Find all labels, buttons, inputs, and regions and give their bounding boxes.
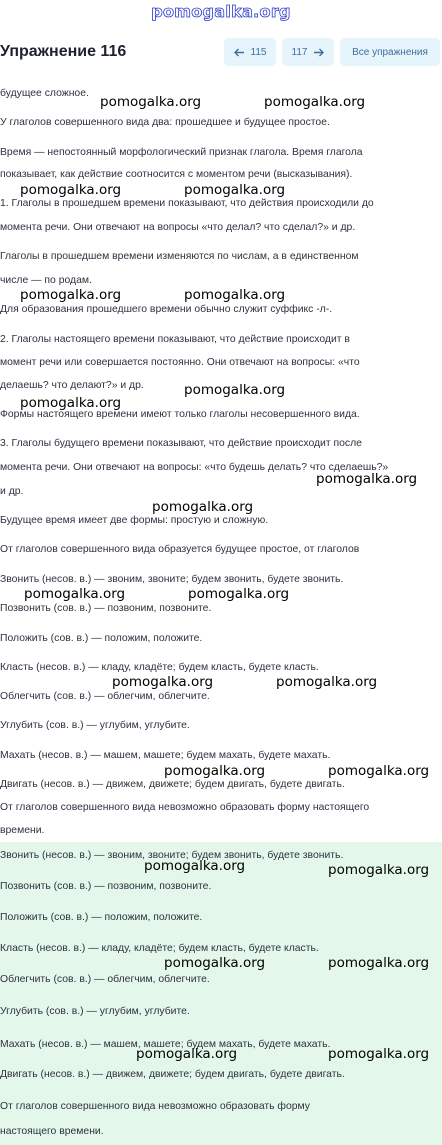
- text-line: Махать (несов. в.) — машем, машете; будем махать, будете махать.: [0, 750, 331, 761]
- next-exercise-label: 117: [291, 46, 308, 58]
- watermark: pomogalka.org: [184, 182, 286, 198]
- text-line: момента речи. Они отвечают на вопросы «что делал? что сделал?» и др.: [0, 222, 356, 233]
- watermark: pomogalka.org: [328, 763, 430, 779]
- watermark: pomogalka.org: [112, 674, 214, 690]
- answer-line: Положить (сов. в.) — положим, положите.: [0, 912, 203, 923]
- text-line: Для образования прошедшего времени обычно служит суффикс -л-.: [0, 304, 333, 315]
- all-exercises-button[interactable]: [340, 38, 440, 66]
- text-line: 2. Глаголы настоящего времени показывают, что действие происходит в: [0, 334, 350, 345]
- watermark: pomogalka.org: [20, 182, 122, 198]
- watermark: pomogalka.org: [20, 395, 122, 411]
- watermark: pomogalka.org: [328, 1046, 430, 1062]
- exercise-header: [0, 38, 442, 68]
- answer-line: Позвонить (сов. в.) — позвоним, позвоните.: [0, 881, 212, 892]
- watermark: pomogalka.org: [152, 499, 254, 515]
- watermark: pomogalka.org: [276, 674, 378, 690]
- watermark: pomogalka.org: [328, 862, 430, 878]
- prev-exercise-button[interactable]: [224, 38, 276, 66]
- text-line: делаешь? что делают?» и др.: [0, 380, 144, 391]
- text-line: Положить (сов. в.) — положим, положите.: [0, 633, 203, 644]
- text-line: Двигать (несов. в.) — движем, движете; будем двигать, будете двигать.: [0, 779, 345, 790]
- answer-line: настоящего времени.: [0, 1126, 104, 1137]
- text-line: 1. Глаголы в прошедшем времени показывают, что действия происходили до: [0, 198, 374, 209]
- text-line: момент речи или совершается постоянно. Они отвечают на вопросы: «что: [0, 357, 360, 368]
- all-exercises-label: Все упражнения: [352, 46, 428, 58]
- answer-line: Облегчить (сов. в.) — облегчим, облегчите.: [0, 974, 210, 985]
- answer-line: Двигать (несов. в.) — движем, движете; будем двигать, будете двигать.: [0, 1069, 345, 1080]
- text-line: Будущее время имеет две формы: простую и сложную.: [0, 515, 269, 526]
- page-title: Упражнение 116: [0, 43, 127, 60]
- text-line: У глаголов совершенного вида два: прошедшее и будущее простое.: [0, 117, 330, 128]
- answer-line: Махать (несов. в.) — машем, машете; будем махать, будете махать.: [0, 1039, 331, 1050]
- watermark: pomogalka.org: [184, 382, 286, 398]
- text-line: Звонить (несов. в.) — звоним, звоните; будем звонить, будете звонить.: [0, 574, 344, 585]
- watermark: pomogalka.org: [164, 763, 266, 779]
- text-line: Углубить (сов. в.) — углубим, углубите.: [0, 720, 190, 731]
- text-line: Позвонить (сов. в.) — позвоним, позвоните.: [0, 603, 212, 614]
- answer-line: Углубить (сов. в.) — углубим, углубите.: [0, 1006, 190, 1017]
- answer-line: От глаголов совершенного вида невозможно образовать форму: [0, 1101, 310, 1112]
- prev-exercise-label: 115: [250, 46, 267, 58]
- text-line: Формы настоящего времени имеют только глаголы несовершенного вида.: [0, 409, 360, 420]
- watermark: pomogalka.org: [24, 586, 126, 602]
- text-line: Облегчить (сов. в.) — облегчим, облегчите.: [0, 691, 210, 702]
- text-line: Время — непостоянный морфологический признак глагола. Время глагола: [0, 147, 363, 158]
- arrow-left-icon: [234, 48, 245, 57]
- next-exercise-button[interactable]: [282, 38, 334, 66]
- site-logo[interactable]: pomogalka.org: [151, 2, 291, 21]
- watermark: pomogalka.org: [316, 471, 418, 487]
- watermark: pomogalka.org: [144, 858, 246, 874]
- watermark: pomogalka.org: [188, 586, 290, 602]
- text-line: и др.: [0, 486, 24, 497]
- watermark: pomogalka.org: [164, 955, 266, 971]
- text-line: 3. Глаголы будущего времени показывают, что действие происходит после: [0, 438, 362, 449]
- arrow-right-icon: [313, 48, 324, 57]
- text-line: Класть (несов. в.) — кладу, кладёте; будем класть, будете класть.: [0, 662, 319, 673]
- watermark: pomogalka.org: [20, 287, 122, 303]
- text-line: момента речи. Они отвечают на вопросы: «что будешь делать? что сделаешь?»: [0, 462, 389, 473]
- text-line: Глаголы в прошедшем времени изменяются по числам, а в единственном: [0, 251, 359, 262]
- text-line: От глаголов совершенного вида невозможно образовать форму настоящего: [0, 802, 370, 813]
- text-line: будущее сложное.: [0, 88, 89, 99]
- text-line: От глаголов совершенного вида образуется будущее простое, от глаголов: [0, 544, 360, 555]
- watermark: pomogalka.org: [264, 94, 366, 110]
- text-line: времени.: [0, 825, 45, 836]
- watermark: pomogalka.org: [184, 287, 286, 303]
- text-line: числе — по родам.: [0, 275, 92, 286]
- answer-line: Звонить (несов. в.) — звоним, звоните; будем звонить, будете звонить.: [0, 850, 344, 861]
- watermark: pomogalka.org: [328, 955, 430, 971]
- watermark: pomogalka.org: [136, 1046, 238, 1062]
- answer-line: Класть (несов. в.) — кладу, кладёте; будем класть, будете класть.: [0, 943, 319, 954]
- text-line: показывает, как действие соотносится с моментом речи (высказывания).: [0, 169, 353, 180]
- watermark: pomogalka.org: [100, 94, 202, 110]
